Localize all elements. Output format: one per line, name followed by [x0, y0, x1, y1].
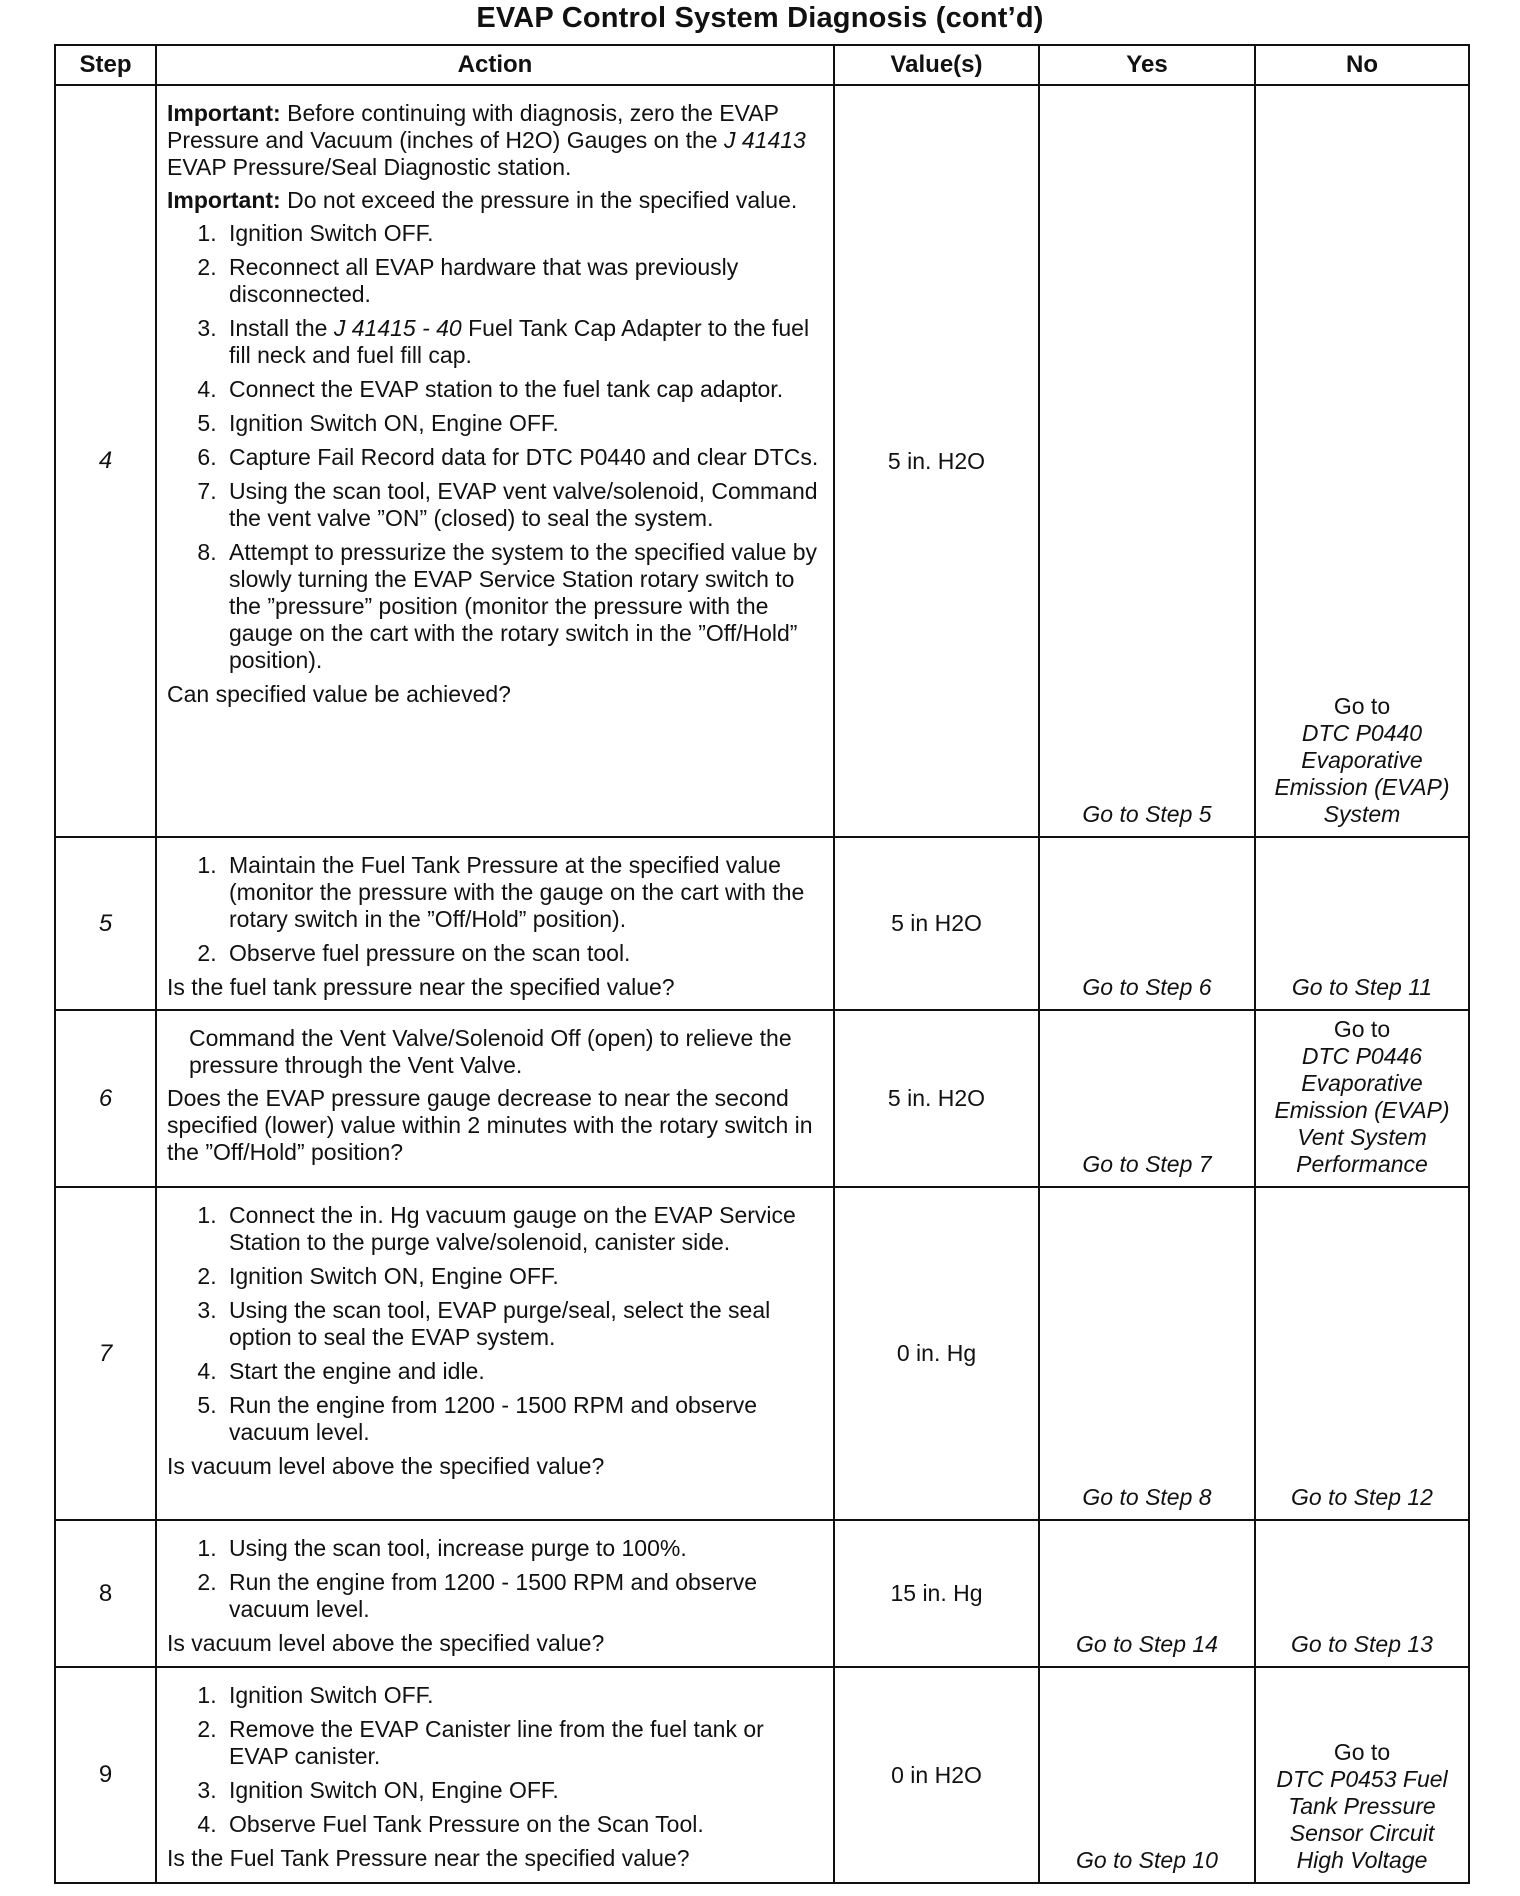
diagnosis-table: [54, 44, 1470, 1884]
question: Is the fuel tank pressure near the specified value?: [167, 974, 675, 1000]
list-item: 2. Run the engine from 1200 - 1500 RPM and observe vacuum level.: [223, 1569, 823, 1623]
header-row: [55, 45, 1469, 85]
value-cell: 5 in. H2O: [834, 1010, 1039, 1187]
list-item: 3. Using the scan tool, EVAP purge/seal, select the seal option to seal the EVAP system.: [223, 1297, 823, 1351]
no-cell: Go to DTC P0440 Evaporative Emission (EVAP) System: [1255, 85, 1469, 837]
list-item: 1. Maintain the Fuel Tank Pressure at the specified value (monitor the pressure with the gauge on the cart with the rotary switch in the ”Off/Hold” position).: [223, 852, 823, 933]
header-no: No: [1255, 45, 1469, 85]
yes-cell: Go to Step 6: [1039, 837, 1255, 1010]
value-cell: 0 in. Hg: [834, 1187, 1039, 1520]
list-item: 6. Capture Fail Record data for DTC P0440 and clear DTCs.: [223, 444, 823, 471]
value-cell: 5 in. H2O: [834, 85, 1039, 837]
list-item: 5. Ignition Switch ON, Engine OFF.: [223, 410, 823, 437]
list-item: 4. Connect the EVAP station to the fuel tank cap adaptor.: [223, 376, 823, 403]
step-number: 6: [55, 1010, 156, 1187]
list-item: 1. Ignition Switch OFF.: [223, 1682, 823, 1709]
list-item: 2. Remove the EVAP Canister line from the fuel tank or EVAP canister.: [223, 1716, 823, 1770]
header-step: Step: [55, 45, 156, 85]
action-list: [167, 1202, 823, 1446]
question: Does the EVAP pressure gauge decrease to near the second specified (lower) value within 2 minutes with the rotary switch in the ”Off/Hold” position?: [167, 1085, 813, 1165]
question: Can specified value be achieved?: [167, 681, 511, 707]
step-number: 5: [55, 837, 156, 1010]
action-list: [167, 1682, 823, 1838]
list-item: 3. Install the J 41415 - 40 Fuel Tank Cap Adapter to the fuel fill neck and fuel fill cap.: [223, 315, 823, 369]
list-item: 2. Reconnect all EVAP hardware that was previously disconnected.: [223, 254, 823, 308]
step-number: 7: [55, 1187, 156, 1520]
action-cell: [156, 1520, 834, 1667]
action-cell: [156, 85, 834, 837]
header-value: Value(s): [834, 45, 1039, 85]
list-item: 4. Start the engine and idle.: [223, 1358, 823, 1385]
action-cell: [156, 1667, 834, 1883]
important-note: Important: Before continuing with diagnosis, zero the EVAP Pressure and Vacuum (inches of H2O) Gauges on the J 41413 EVAP Pressure/Seal Diagnostic station.: [167, 100, 806, 180]
list-item: 1. Using the scan tool, increase purge to 100%.: [223, 1535, 823, 1562]
list-item: 3. Ignition Switch ON, Engine OFF.: [223, 1777, 823, 1804]
step-number: 9: [55, 1667, 156, 1883]
header-yes: Yes: [1039, 45, 1255, 85]
list-item: 8. Attempt to pressurize the system to the specified value by slowly turning the EVAP Service Station rotary switch to the ”pressure” position (monitor the pressure with the gauge on the cart with the rotary switch in the ”Off/Hold” position).: [223, 539, 823, 674]
list-item: 1. Connect the in. Hg vacuum gauge on the EVAP Service Station to the purge valve/solenoid, canister side.: [223, 1202, 823, 1256]
table-row: [55, 837, 1469, 1010]
table-row: [55, 1187, 1469, 1520]
yes-cell: Go to Step 8: [1039, 1187, 1255, 1520]
list-item: 1. Ignition Switch OFF.: [223, 220, 823, 247]
yes-cell: Go to Step 14: [1039, 1520, 1255, 1667]
list-item: 2. Ignition Switch ON, Engine OFF.: [223, 1263, 823, 1290]
step-number: 4: [55, 85, 156, 837]
instruction: Command the Vent Valve/Solenoid Off (open) to relieve the pressure through the Vent Valve.: [189, 1025, 792, 1078]
yes-cell: Go to Step 7: [1039, 1010, 1255, 1187]
question: Is vacuum level above the specified value?: [167, 1453, 605, 1479]
no-cell: Go to DTC P0453 Fuel Tank Pressure Sensor Circuit High Voltage: [1255, 1667, 1469, 1883]
list-item: 2. Observe fuel pressure on the scan tool.: [223, 940, 823, 967]
action-cell: [156, 1010, 834, 1187]
question: Is vacuum level above the specified value?: [167, 1630, 605, 1656]
important-note: Important: Do not exceed the pressure in the specified value.: [167, 187, 798, 213]
table-row: [55, 1520, 1469, 1667]
no-cell: Go to Step 11: [1255, 837, 1469, 1010]
action-cell: [156, 1187, 834, 1520]
header-action: Action: [156, 45, 834, 85]
action-list: [167, 852, 823, 967]
action-list: [167, 220, 823, 674]
no-cell: Go to Step 12: [1255, 1187, 1469, 1520]
action-list: [167, 1535, 823, 1623]
page-title: EVAP Control System Diagnosis (cont’d): [476, 2, 1044, 34]
action-cell: [156, 837, 834, 1010]
yes-cell: Go to Step 5: [1039, 85, 1255, 837]
value-cell: 0 in H2O: [834, 1667, 1039, 1883]
step-number: 8: [55, 1520, 156, 1667]
table-row: [55, 1667, 1469, 1883]
yes-cell: Go to Step 10: [1039, 1667, 1255, 1883]
list-item: 5. Run the engine from 1200 - 1500 RPM and observe vacuum level.: [223, 1392, 823, 1446]
list-item: 4. Observe Fuel Tank Pressure on the Scan Tool.: [223, 1811, 823, 1838]
list-item: 7. Using the scan tool, EVAP vent valve/solenoid, Command the vent valve ”ON” (closed) to seal the system.: [223, 478, 823, 532]
value-cell: 15 in. Hg: [834, 1520, 1039, 1667]
no-cell: Go to DTC P0446 Evaporative Emission (EVAP) Vent System Performance: [1255, 1010, 1469, 1187]
no-cell: Go to Step 13: [1255, 1520, 1469, 1667]
value-cell: 5 in H2O: [834, 837, 1039, 1010]
question: Is the Fuel Tank Pressure near the specified value?: [167, 1845, 690, 1871]
table-row: [55, 85, 1469, 837]
table-row: [55, 1010, 1469, 1187]
